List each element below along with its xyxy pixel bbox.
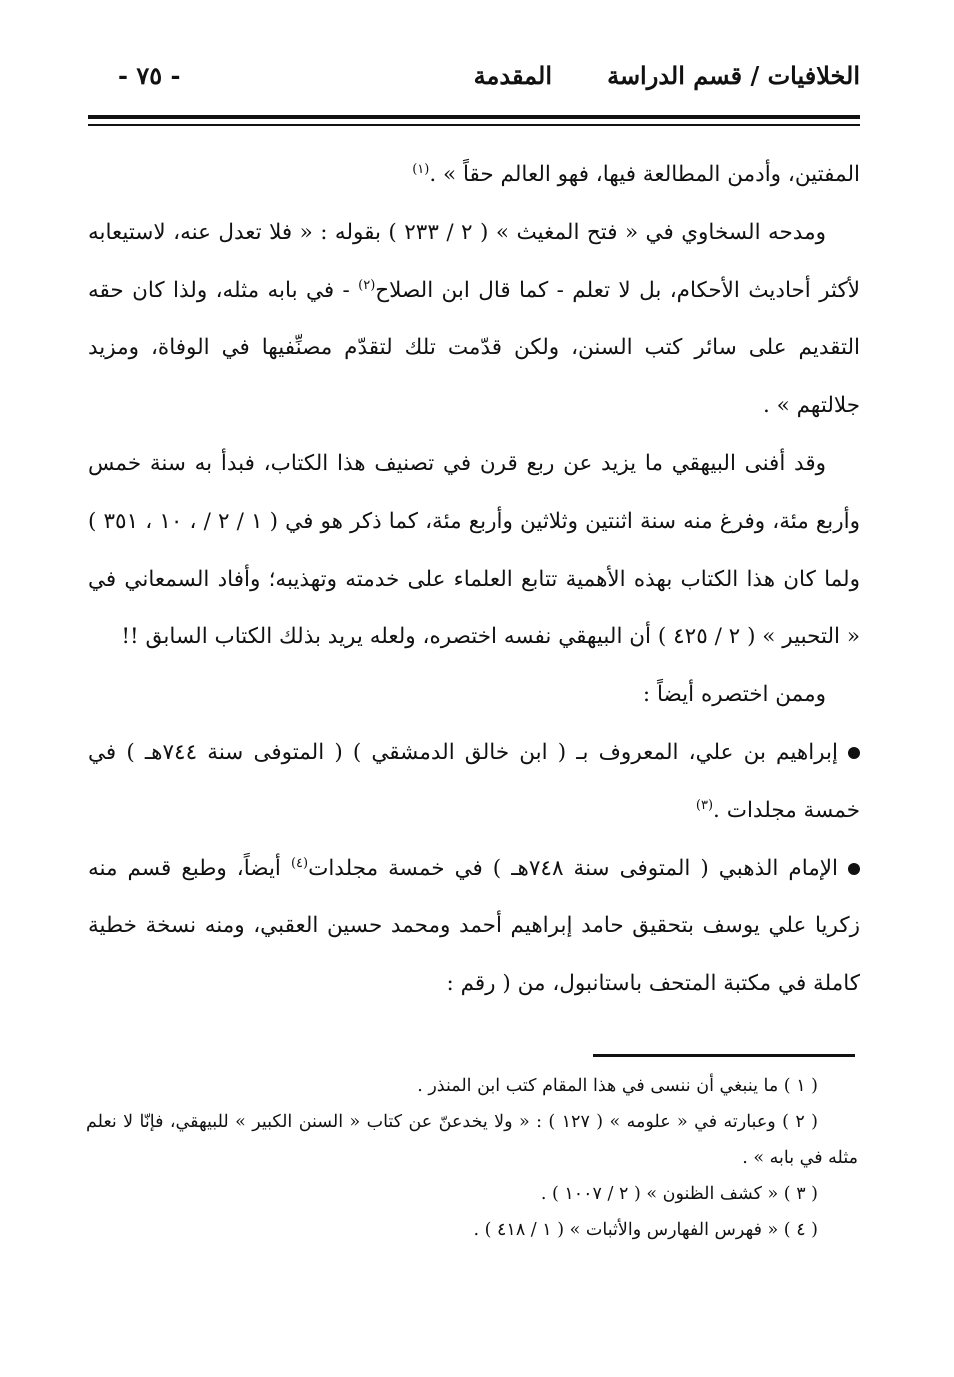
paragraph: وقد أفنى البيهقي ما يزيد عن ربع قرن في تصنيف هذا الكتاب، فبدأ به سنة خمس وأربع مئة، وفرغ منه سنة اثنتين وثلاثين وأربع مئة، كما ذكر هو في ( ١ / ٢ / ، ١٠ ، ٣٥١ ) ولما كان هذا الكتاب بهذه الأهمية تتابع العلماء على خدمته وتهذيبه؛ وأفاد السمعاني في « التحبير » ( ٢ / ٤٢٥ ) أن البيهقي نفسه اختصره، ولعله يريد بذلك الكتاب السابق !! — [88, 450, 860, 650]
paragraph — [88, 204, 860, 435]
paragraph: وممن اختصره أيضاً : — [642, 682, 826, 708]
footnote-separator — [593, 1054, 855, 1057]
bullet-icon — [848, 863, 860, 875]
paragraph — [88, 146, 860, 204]
paragraph-text: ومدحه السخاوي في « فتح المغيث » ( ٢ / ٢٣٣ ) بقوله : « فلا تعدل عنه، لاستيعابه لأكثر أحاديث الأحكام، بل لا تعلم - كما قال ابن الصلاح — [88, 219, 860, 303]
main-text — [88, 146, 860, 1013]
footnote: ( ٢ ) وعبارته في « علومه » ( ١٢٧ ) : « ولا يخدعنّ عن كتاب « السنن الكبير » للبيهقي، فإنّا لا نعلم مثله في بابه » . — [86, 1112, 858, 1168]
footnotes — [86, 1068, 858, 1248]
running-header — [88, 55, 860, 99]
footnote-ref: (١) — [412, 161, 430, 177]
paragraph-text: - في بابه مثله، ولذا كان حقه التقديم على سائر كتب السنن، ولكن قدّمت تلك لتقدّم مصنِّفيها في الوفاة، ومزيد جلالتهم » . — [88, 277, 860, 419]
bullet-item — [88, 724, 860, 840]
bullet-text: الإمام الذهبي ( المتوفى سنة ٧٤٨هـ ) في خمسة مجلدات — [308, 855, 838, 881]
paragraph-text: المفتين، وأدمن المطالعة فيها، فهو العالم حقاً » . — [429, 162, 860, 187]
footnote-ref: (٤) — [290, 855, 309, 871]
footnote: ( ٤ ) « فهرس الفهارس والأثبات » ( ١ / ٤١٨ ) . — [473, 1220, 818, 1240]
bullet-item — [88, 840, 860, 1013]
bullet-icon — [848, 747, 860, 759]
footnote: ( ٣ ) « كشف الظنون » ( ٢ / ١٠٠٧ ) . — [540, 1184, 818, 1204]
footnote: ( ١ ) ما ينبغي أن ننسى في هذا المقام كتب ابن المنذر . — [417, 1076, 818, 1096]
page-number: - ٧٥ - — [118, 61, 181, 90]
bullet-text: إبراهيم بن علي، المعروف بـ ( ابن خالق الدمشقي ) ( المتوفى سنة ٧٤٤هـ ) في خمسة مجلدات . — [88, 739, 860, 823]
book-title: الخلافيات / قسم الدراسة — [607, 61, 860, 90]
footnote-ref: (٢) — [358, 277, 376, 293]
header-rule-thick — [88, 115, 860, 119]
header-rule-thin — [88, 124, 860, 126]
bullet-text: أيضاً، وطبع قسم منه زكريا علي يوسف بتحقيق حامد إبراهيم أحمد ومحمد حسين العقبي، ومنه نسخة خطية كاملة في مكتبة المتحف باستانبول، من ( رقم : — [88, 855, 860, 997]
footnote-ref: (٣) — [695, 797, 714, 813]
chapter-title: المقدمة — [473, 61, 552, 90]
